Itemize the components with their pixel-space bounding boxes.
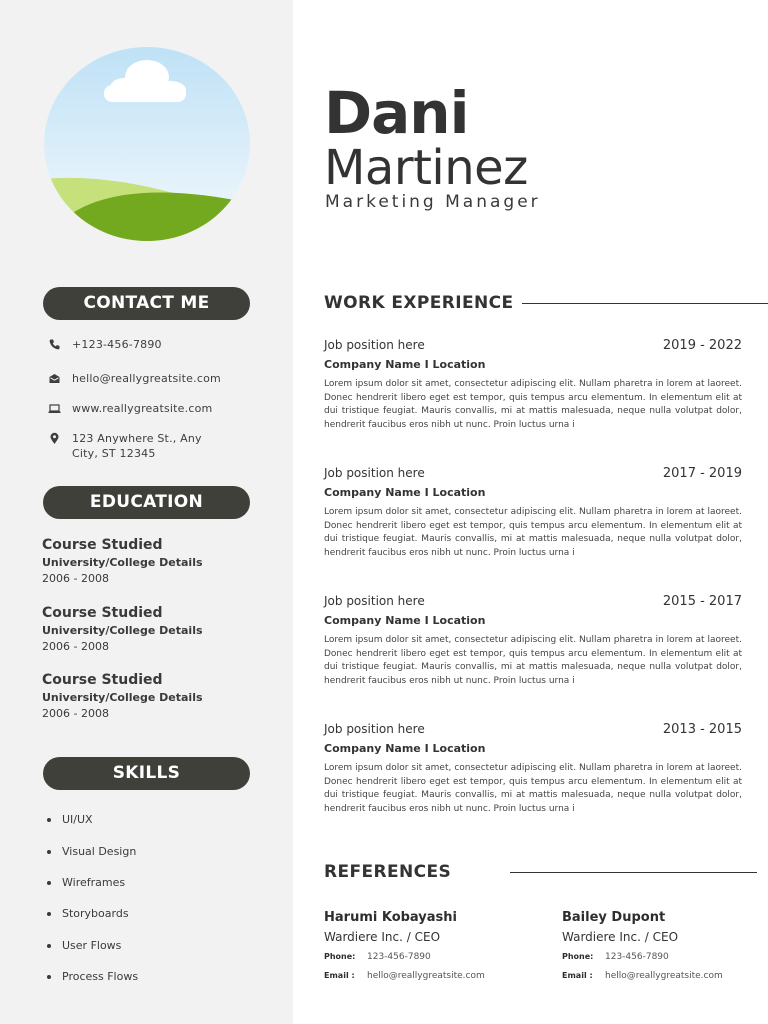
company-location: Company Name I Location	[324, 486, 486, 499]
school-details: University/College Details	[42, 556, 203, 569]
skill-label: User Flows	[62, 939, 122, 952]
job-position: Job position here	[324, 722, 425, 736]
email-text: hello@reallygreatsite.com	[72, 372, 221, 385]
job-years: 2017 - 2019	[662, 466, 742, 481]
skill-label: Storyboards	[62, 907, 129, 920]
skill-label: Visual Design	[62, 845, 137, 858]
reference-email[interactable]	[324, 969, 524, 983]
reference-name: Harumi Kobayashi	[324, 910, 457, 925]
mail-icon	[48, 372, 61, 385]
bullet-icon	[47, 818, 51, 822]
email-label: Email :	[324, 971, 355, 980]
education-years: 2006 - 2008	[42, 572, 109, 585]
bullet-icon	[47, 850, 51, 854]
reference-card	[562, 910, 762, 983]
references-heading: REFERENCES	[324, 862, 452, 882]
course-name: Course Studied	[42, 605, 163, 621]
job-description: Lorem ipsum dolor sit amet, consectetur adipiscing elit. Nullam pharetra in lorem at laoreet. Donec hendrerit libero eget est tempor, quis tempus arcu elementum. In elementum elit at dui tristique feugiat. Mauris convallis, mi at mattis malesuada, neque nulla volutpat dolor, hendrerit faucibus eros nibh ut nunc. Proin luctus urna i	[324, 635, 742, 686]
company-location: Company Name I Location	[324, 614, 486, 627]
landscape-illustration	[44, 47, 250, 241]
divider	[510, 872, 757, 873]
reference-phone	[562, 950, 762, 964]
education-years: 2006 - 2008	[42, 707, 109, 720]
skill-label: Process Flows	[62, 970, 139, 983]
phone-text: +123-456-7890	[72, 338, 162, 351]
education-item	[42, 537, 282, 586]
bullet-icon	[47, 975, 51, 979]
reference-name: Bailey Dupont	[562, 910, 666, 925]
laptop-icon	[48, 402, 61, 415]
job-years: 2013 - 2015	[662, 722, 742, 737]
phone-value: 123-456-7890	[367, 952, 431, 962]
education-years: 2006 - 2008	[42, 640, 109, 653]
education-item	[42, 605, 282, 654]
skill-label: UI/UX	[62, 813, 93, 826]
phone-value: 123-456-7890	[605, 952, 669, 962]
job-years: 2019 - 2022	[662, 338, 742, 353]
reference-role: Wardiere Inc. / CEO	[562, 930, 679, 944]
contact-heading: CONTACT ME	[43, 287, 250, 320]
job-description: Lorem ipsum dolor sit amet, consectetur adipiscing elit. Nullam pharetra in lorem at laoreet. Donec hendrerit libero eget est tempor, quis tempus arcu elementum. In elementum elit at dui tristique feugiat. Mauris convallis, mi at mattis malesuada, neque nulla volutpat dolor, hendrerit faucibus eros nibh ut nunc. Proin luctus urna i	[324, 379, 742, 430]
school-details: University/College Details	[42, 691, 203, 704]
reference-card	[324, 910, 524, 983]
email-label: Email :	[562, 971, 593, 980]
divider	[522, 303, 768, 304]
job-years: 2015 - 2017	[662, 594, 742, 609]
education-heading: EDUCATION	[43, 486, 250, 519]
job-title: Marketing Manager	[325, 192, 541, 212]
location-pin-icon	[48, 432, 61, 445]
website-text: www.reallygreatsite.com	[72, 402, 213, 415]
address-line-1: 123 Anywhere St., Any	[72, 432, 202, 445]
skill-label: Wireframes	[62, 876, 126, 889]
course-name: Course Studied	[42, 672, 163, 688]
phone-label: Phone:	[562, 952, 594, 961]
job-position: Job position here	[324, 338, 425, 352]
phone-label: Phone:	[324, 952, 356, 961]
work-experience-heading: WORK EXPERIENCE	[324, 293, 514, 313]
course-name: Course Studied	[42, 537, 163, 553]
job-description: Lorem ipsum dolor sit amet, consectetur adipiscing elit. Nullam pharetra in lorem at laoreet. Donec hendrerit libero eget est tempor, quis tempus arcu elementum. In elementum elit at dui tristique feugiat. Mauris convallis, mi at mattis malesuada, neque nulla volutpat dolor, hendrerit faucibus eros nibh ut nunc. Proin luctus urna i	[324, 763, 742, 814]
first-name: Dani	[324, 79, 469, 147]
company-location: Company Name I Location	[324, 742, 486, 755]
reference-email[interactable]	[562, 969, 762, 983]
last-name: Martinez	[324, 140, 528, 196]
job-description: Lorem ipsum dolor sit amet, consectetur adipiscing elit. Nullam pharetra in lorem at laoreet. Donec hendrerit libero eget est tempor, quis tempus arcu elementum. In elementum elit at dui tristique feugiat. Mauris convallis, mi at mattis malesuada, neque nulla volutpat dolor, hendrerit faucibus eros nibh ut nunc. Proin luctus urna i	[324, 507, 742, 558]
address-line-2: City, ST 12345	[72, 447, 156, 460]
reference-phone	[324, 950, 524, 964]
reference-role: Wardiere Inc. / CEO	[324, 930, 441, 944]
bullet-icon	[47, 881, 51, 885]
skills-heading: SKILLS	[43, 757, 250, 790]
phone-icon	[48, 338, 61, 351]
job-position: Job position here	[324, 594, 425, 608]
company-location: Company Name I Location	[324, 358, 486, 371]
email-value: hello@reallygreatsite.com	[605, 971, 723, 981]
profile-photo	[44, 47, 250, 241]
school-details: University/College Details	[42, 624, 203, 637]
bullet-icon	[47, 944, 51, 948]
job-position: Job position here	[324, 466, 425, 480]
bullet-icon	[47, 912, 51, 916]
email-value: hello@reallygreatsite.com	[367, 971, 485, 981]
education-item	[42, 672, 282, 721]
